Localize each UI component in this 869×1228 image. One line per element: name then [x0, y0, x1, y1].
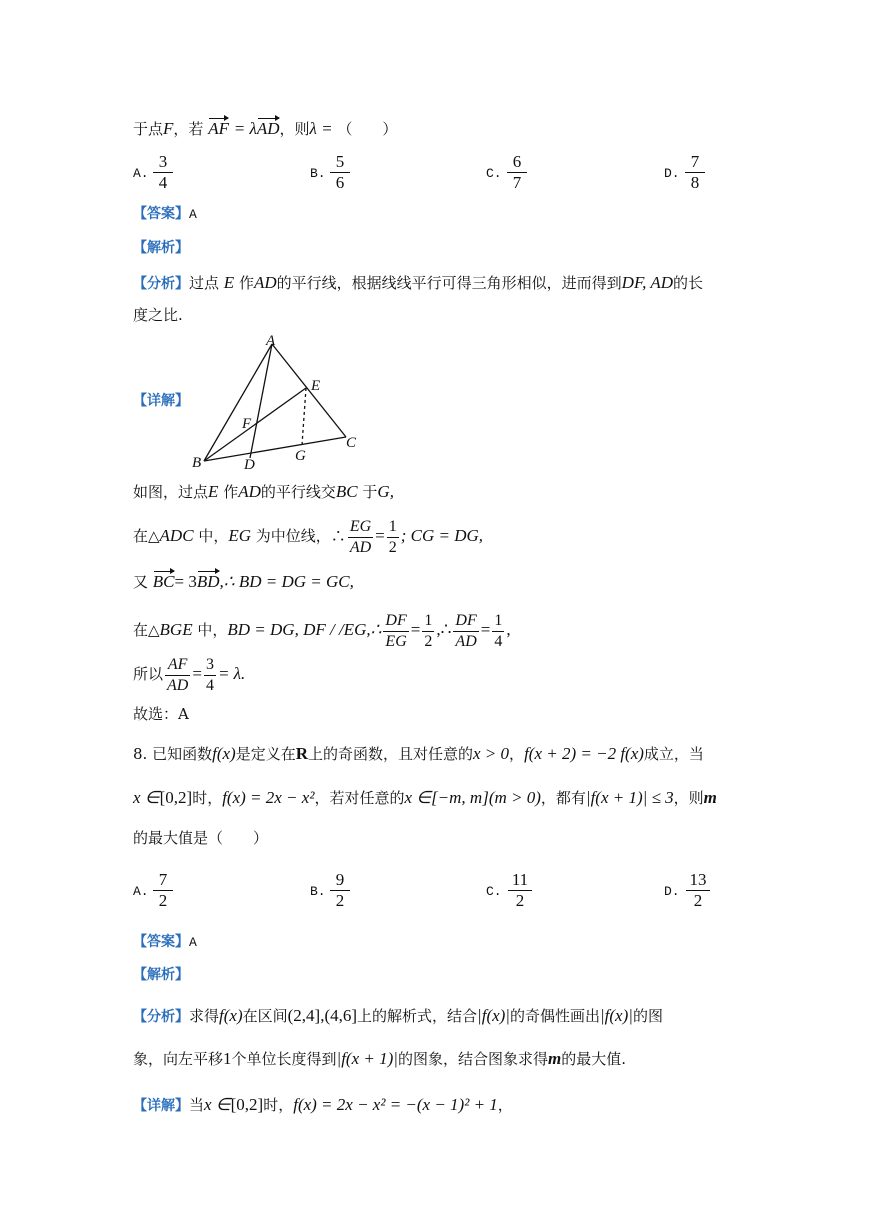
q8-fenxi-line2: 象，向左平移1个单位长度得到|f(x + 1)|的图象，结合图象求得m的最大值.: [133, 1049, 626, 1068]
edge-BC: [204, 437, 346, 461]
q7-fenxi: 【分析】过点 E 作AD的平行线，根据线线平行可得三角形相似，进而得到DF, AD的长: [133, 273, 704, 292]
q8-stem-line3: 的最大值是（ ）: [133, 829, 269, 847]
segment-EG-dashed: [302, 388, 306, 445]
q8-option-b-value: $\frac{9}{2}$: [330, 870, 350, 911]
label-F: F: [242, 416, 252, 432]
q7-option-c-label: C.: [486, 166, 502, 181]
q8-answer: 【答案】A: [133, 934, 197, 950]
q7-stem: 于点F，若 AF = λAD，则λ = （ ）: [133, 119, 398, 138]
q7-sol-line3: 又 BC= 3BD,∴ BD = DG = GC,: [133, 572, 354, 591]
q7-option-a-label: A.: [133, 166, 149, 181]
q7-option-c-value: $\frac{6}{7}$: [507, 152, 527, 193]
q7-option-a-value: $\frac{3}{4}$: [153, 152, 173, 193]
q7-choose: 故选：A: [133, 705, 189, 723]
vector-AD: AD: [256, 119, 280, 138]
edge-AC: [272, 344, 346, 437]
label-A: A: [266, 333, 276, 349]
q8-analysis-tag: 【解析】: [133, 967, 189, 983]
q7-sol-line2: 在△ADC 中，EG 为中位线，∴ $\frac{EG}{AD}$ = $\frac{1}{2}$ ; CG = DG,: [133, 518, 484, 556]
q7-fenxi-line2: 度之比.: [133, 306, 183, 324]
edge-AB: [204, 344, 272, 461]
q7-option-b-label: B.: [310, 166, 326, 181]
triangle-figure: [188, 330, 363, 475]
label-D: D: [244, 457, 255, 473]
segment-BE: [204, 388, 306, 461]
label-B: B: [192, 455, 202, 471]
q7-option-b-value: $\frac{5}{6}$: [330, 152, 350, 193]
q8-option-b-label: B.: [310, 884, 326, 899]
label-E: E: [311, 378, 321, 394]
vector-AF: AF: [208, 119, 229, 138]
q7-detail-tag: 【详解】: [133, 393, 189, 409]
q8-option-d-value: $\frac{13}{2}$: [686, 870, 710, 911]
q8-stem-line1: 8. 已知函数f(x)是定义在R上的奇函数，且对任意的x > 0，f(x + 2) = −2 f(x)成立，当: [133, 744, 704, 763]
label-G: G: [295, 448, 306, 464]
q7-sol-line1: 如图，过点E 作AD的平行线交BC 于G,: [133, 482, 394, 501]
q7-answer: 【答案】A: [133, 206, 197, 222]
q7-analysis-tag: 【解析】: [133, 240, 189, 256]
q8-option-a-label: A.: [133, 884, 149, 899]
q8-detail-line1: 【详解】当x ∈[0,2]时，f(x) = 2x − x² = −(x − 1)² + 1，: [133, 1095, 513, 1114]
q7-sol-line4: 在△BGE 中，BD = DG, DF / /EG,∴ $\frac{DF}{EG}$ = $\frac{1}{2}$ ,∴ $\frac{DF}{AD}$ = $\frac{1}{4}$ ,: [133, 612, 511, 650]
q7-option-d-label: D.: [664, 166, 680, 181]
q7-sol-line5: 所以 $\frac{AF}{AD}$ = $\frac{3}{4}$ = λ.: [133, 656, 246, 694]
segment-AD: [250, 344, 272, 458]
q8-fenxi-line1: 【分析】求得f(x)在区间(2,4],(4,6]上的解析式，结合|f(x)|的奇偶性画出|f(x)|的图: [133, 1006, 663, 1025]
q8-option-c-label: C.: [486, 884, 502, 899]
q8-option-d-label: D.: [664, 884, 680, 899]
q8-option-c-value: $\frac{11}{2}$: [508, 870, 532, 911]
q8-option-a-value: $\frac{7}{2}$: [153, 870, 173, 911]
q7-option-d-value: $\frac{7}{8}$: [685, 152, 705, 193]
label-C: C: [346, 435, 357, 451]
q8-stem-line2: x ∈[0,2]时，f(x) = 2x − x²，若对任意的x ∈[−m, m](m > 0)，都有|f(x + 1)| ≤ 3，则m: [133, 788, 717, 807]
